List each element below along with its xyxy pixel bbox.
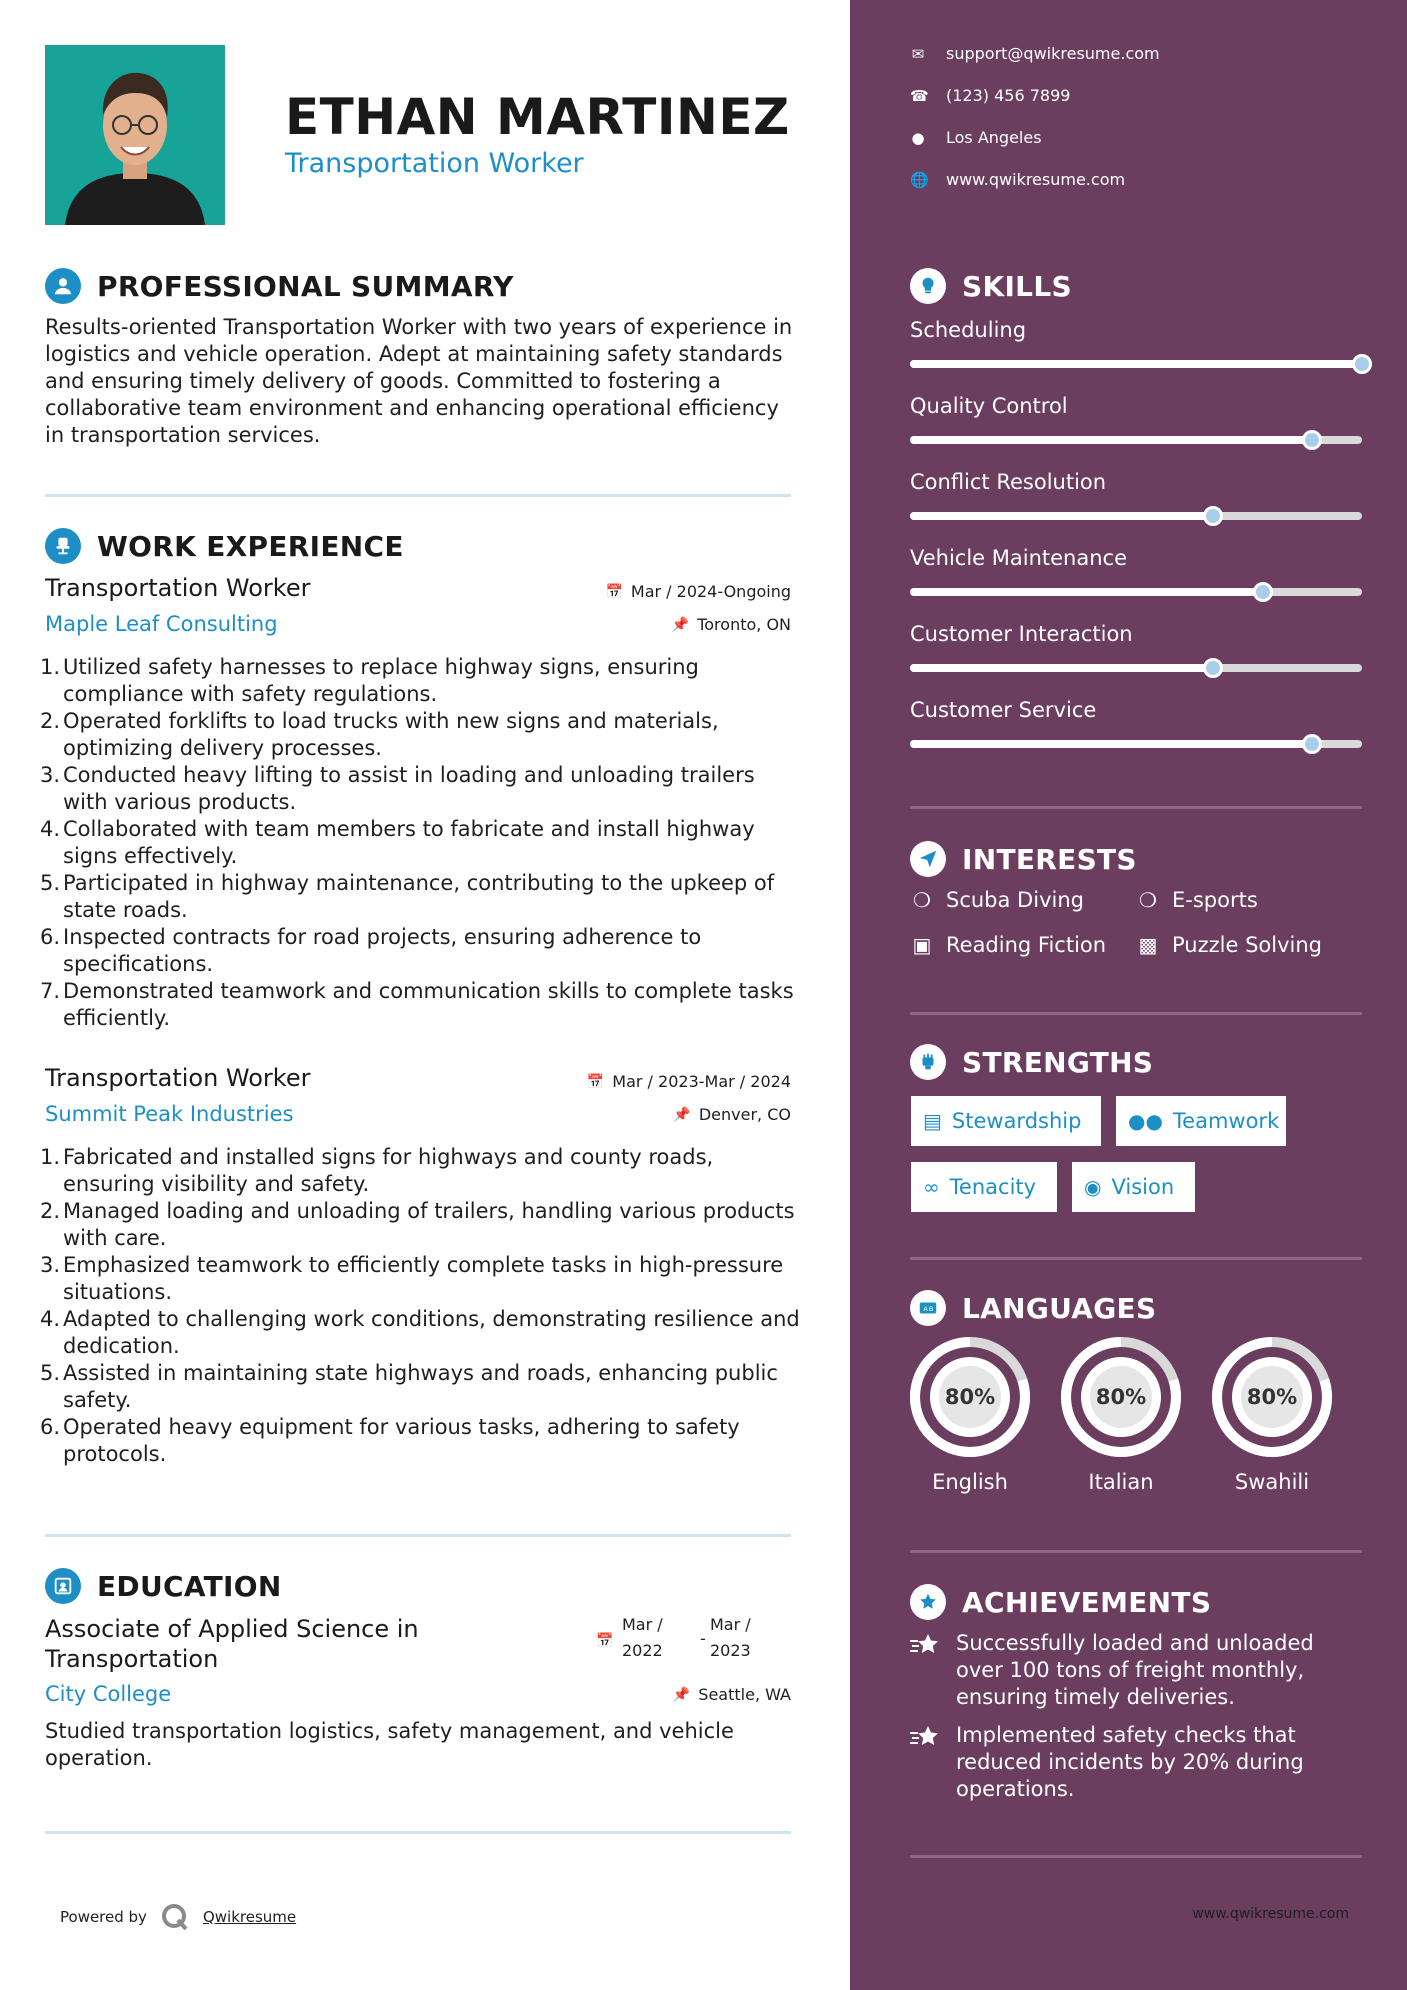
user-icon [45, 268, 81, 304]
skills-section-header [910, 268, 1072, 304]
pin-icon: 📌 [673, 1106, 691, 1123]
skill-bar-fill [910, 512, 1213, 520]
star-icon [910, 1722, 942, 1803]
job-location-text: Toronto, ON [697, 615, 791, 634]
interest-item: ▩ Puzzle Solving [1136, 933, 1322, 957]
svg-text:B: B [928, 1305, 934, 1314]
language-progress-ring [1060, 1336, 1182, 1458]
calendar-icon: 📅 [605, 583, 623, 600]
skill-bar [910, 588, 1362, 596]
skill-bar-fill [910, 740, 1312, 748]
experience-heading: WORK EXPERIENCE [97, 529, 404, 563]
skill-name: Customer Interaction [910, 622, 1133, 646]
job-date [605, 582, 791, 601]
calendar-icon: 📅 [586, 1073, 605, 1090]
job-date-text: Mar / 2023-Mar / 2024 [612, 1072, 791, 1091]
education-location [673, 1685, 791, 1704]
envelope-icon: ✉ [911, 44, 925, 63]
list-item: 6. Operated heavy equipment for various tasks, adhering to safety protocols. [40, 1415, 740, 1466]
language-name: Swahili [1234, 1470, 1310, 1494]
skill-bar [910, 436, 1362, 444]
pin-icon: 📌 [672, 1686, 691, 1703]
briefcase-icon: ▤ [923, 1109, 942, 1133]
list-item: 1. Utilized safety harnesses to replace highway signs, ensuring compliance with safety regulations. [40, 655, 699, 706]
job-location [673, 1105, 791, 1124]
paper-plane-icon [910, 841, 946, 877]
skill-name: Quality Control [910, 394, 1068, 418]
strengths-heading: STRENGTHS [962, 1045, 1154, 1079]
education-date-separator: - [700, 1629, 706, 1648]
powered-by-label: Powered by [60, 1908, 147, 1926]
svg-text:A: A [923, 1305, 928, 1314]
education-section-header [45, 1568, 282, 1604]
skills-heading: SKILLS [962, 269, 1072, 303]
job-bullet-list [40, 654, 800, 1032]
contact-phone[interactable] [910, 86, 1070, 105]
list-item: 2. Operated forklifts to load trucks with new signs and materials, optimizing delivery processes. [40, 709, 719, 760]
list-item: 4. Adapted to challenging work conditions, demonstrating resilience and dedication. [40, 1307, 800, 1358]
skill-name: Conflict Resolution [910, 470, 1107, 494]
candidate-title: Transportation Worker [285, 148, 584, 179]
education-location-text: Seattle, WA [698, 1685, 791, 1704]
job-bullet-list [40, 1144, 800, 1468]
education-start-date: Mar / 2022 [622, 1615, 663, 1660]
list-item: 7. Demonstrated teamwork and communication skills to complete tasks efficiently. [40, 979, 794, 1030]
brand-link[interactable]: Qwikresume [202, 1908, 297, 1926]
section-divider [45, 1534, 791, 1537]
calendar-icon: 📅 [596, 1633, 614, 1649]
education-heading: EDUCATION [97, 1569, 282, 1603]
interest-item: ❍ Scuba Diving [910, 888, 1084, 912]
profile-photo [45, 45, 225, 225]
svg-text:80%: 80% [944, 1385, 996, 1409]
skill-bar-fill [910, 664, 1213, 672]
sidebar-divider [910, 1855, 1362, 1858]
language-progress-ring [1211, 1336, 1333, 1458]
translate-icon [910, 1290, 946, 1326]
sidebar-divider [910, 1257, 1362, 1260]
gamepad-icon: ▣ [912, 933, 932, 957]
skill-bar-fill [910, 588, 1263, 596]
language-item [1211, 1336, 1333, 1494]
powered-by [60, 1903, 296, 1931]
fist-icon [910, 1044, 946, 1080]
contact-location-text: Los Angeles [946, 128, 1042, 147]
skill-name: Vehicle Maintenance [910, 546, 1128, 570]
interests-heading: INTERESTS [962, 842, 1137, 876]
job-location-text: Denver, CO [698, 1105, 791, 1124]
lightbulb-icon [910, 268, 946, 304]
strengths-section-header [910, 1044, 1153, 1080]
interest-item: ❍ E-sports [1136, 888, 1258, 912]
skill-level-knob [1203, 658, 1223, 678]
job-title: Transportation Worker [45, 1064, 311, 1092]
languages-heading: LANGUAGES [962, 1291, 1157, 1325]
interest-item: ▣ Reading Fiction [910, 933, 1106, 957]
section-divider [45, 1831, 791, 1834]
job-date [587, 1072, 791, 1091]
interests-section-header [910, 841, 1137, 877]
achievements-section-header [910, 1584, 1211, 1620]
skill-bar-fill [910, 360, 1362, 368]
section-divider [45, 494, 791, 497]
book-icon: ▩ [1138, 933, 1158, 957]
avatar [45, 45, 225, 225]
list-item: 3. Conducted heavy lifting to assist in loading and unloading trailers with various products. [40, 763, 755, 814]
skill-bar [910, 740, 1362, 748]
candidate-name: ETHAN MARTINEZ [285, 88, 790, 146]
map-marker-icon: ● [911, 128, 925, 147]
language-item [1060, 1336, 1182, 1494]
sidebar-divider [910, 1012, 1362, 1015]
contact-location [910, 128, 1042, 147]
lifebuoy-icon: ❍ [1139, 888, 1157, 912]
skill-level-knob [1203, 506, 1223, 526]
summary-heading: PROFESSIONAL SUMMARY [97, 269, 514, 303]
contact-phone-text: (123) 456 7899 [946, 86, 1071, 105]
office-chair-icon [45, 528, 81, 564]
school-name: City College [45, 1682, 172, 1706]
binoculars-icon: ◉ [1084, 1175, 1102, 1199]
language-name: Italian [1088, 1470, 1154, 1494]
pin-icon: 📌 [671, 616, 690, 633]
sidebar-divider [910, 806, 1362, 809]
strength-tag: ∞ Tenacity [911, 1162, 1057, 1212]
education-description: Studied transportation logistics, safety management, and vehicle operation. [45, 1719, 734, 1770]
footer-url[interactable]: www.qwikresume.com [1192, 1906, 1349, 1922]
skill-level-knob [1352, 354, 1372, 374]
strength-tag: ●● Teamwork [1116, 1096, 1286, 1146]
language-item [909, 1336, 1031, 1494]
language-progress-ring [909, 1336, 1031, 1458]
skill-bar-fill [910, 436, 1312, 444]
contact-email-text: support@qwikresume.com [946, 44, 1160, 63]
skill-bar [910, 664, 1362, 672]
job-company: Summit Peak Industries [45, 1102, 294, 1126]
sidebar-divider [910, 1550, 1362, 1553]
summary-text: Results-oriented Transportation Worker with two years of experience in logistics and vehicle operation. Adept at maintaining safety standards and ensuring timely delivery of goods. Committed to fostering a collaborative team environment and enhancing operational efficiency in transportation services. [45, 315, 793, 447]
svg-text:80%: 80% [1246, 1385, 1298, 1409]
degree-line: Associate of Applied Science in [45, 1615, 419, 1643]
list-item: 6. Inspected contracts for road projects, ensuring adherence to specifications. [40, 925, 702, 976]
globe-icon: 🌐 [910, 170, 929, 189]
experience-section-header [45, 528, 404, 564]
degree-title [45, 1614, 419, 1674]
users-icon: ●● [1128, 1109, 1163, 1133]
achievement-item: Successfully loaded and unloaded over 100 tons of freight monthly, ensuring timely deliveries. [910, 1630, 1340, 1711]
contact-website-text: www.qwikresume.com [946, 170, 1126, 189]
skill-level-knob [1253, 582, 1273, 602]
languages-section-header [910, 1290, 1156, 1326]
list-item: 4. Collaborated with team members to fabricate and install highway signs effectively. [40, 817, 755, 868]
achievements-heading: ACHIEVEMENTS [962, 1585, 1212, 1619]
contact-website[interactable] [910, 170, 1125, 189]
degree-line: Transportation [45, 1645, 219, 1673]
list-item: 3. Emphasized teamwork to efficiently complete tasks in high-pressure situations. [40, 1253, 784, 1304]
list-item: 2. Managed loading and unloading of trailers, handling various products with care. [40, 1199, 795, 1250]
link-icon: ∞ [923, 1175, 940, 1199]
graduation-icon [45, 1568, 81, 1604]
lifebuoy-icon: ❍ [913, 888, 931, 912]
job-company: Maple Leaf Consulting [45, 612, 278, 636]
skill-name: Customer Service [910, 698, 1097, 722]
strength-tag: ▤ Stewardship [911, 1096, 1101, 1146]
svg-text:80%: 80% [1095, 1385, 1147, 1409]
education-end-date: Mar / 2023 [710, 1615, 751, 1660]
phone-icon: ☎ [910, 86, 929, 105]
summary-section-header [45, 268, 514, 304]
star-icon [910, 1630, 942, 1711]
qwikresume-logo-icon [161, 1903, 189, 1931]
skill-name: Scheduling [910, 318, 1027, 342]
contact-email[interactable] [910, 44, 1160, 63]
achievement-item: Implemented safety checks that reduced incidents by 20% during operations. [910, 1722, 1340, 1803]
list-item: 1. Fabricated and installed signs for highways and county roads, ensuring visibility and safety. [40, 1145, 714, 1196]
list-item: 5. Participated in highway maintenance, contributing to the upkeep of state roads. [40, 871, 775, 922]
job-location [672, 615, 791, 634]
job-title: Transportation Worker [45, 574, 311, 602]
language-name: English [932, 1470, 1008, 1494]
skill-bar [910, 512, 1362, 520]
strength-tag: ◉ Vision [1072, 1162, 1195, 1212]
skill-bar [910, 360, 1362, 368]
star-badge-icon [910, 1584, 946, 1620]
job-date-text: Mar / 2024-Ongoing [630, 582, 791, 601]
list-item: 5. Assisted in maintaining state highways and roads, enhancing public safety. [40, 1361, 778, 1412]
